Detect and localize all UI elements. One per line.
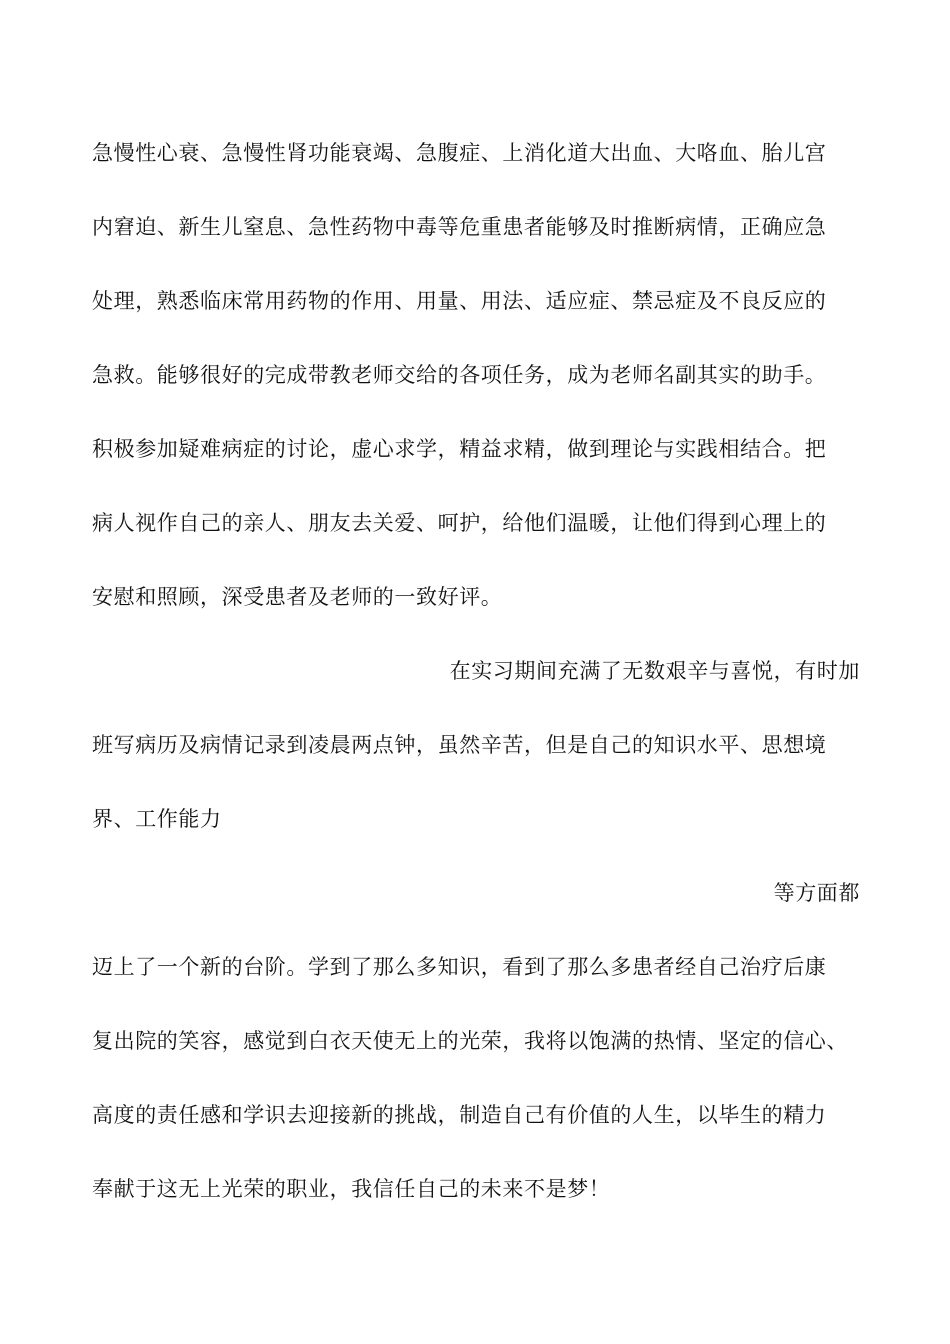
text-line: 急救。能够很好的完成带教老师交给的各项任务，成为老师名副其实的助手。 <box>92 363 827 387</box>
text-line: 积极参加疑难病症的讨论，虚心求学，精益求精，做到理论与实践相结合。把 <box>92 437 827 461</box>
text-line: 急慢性心衰、急慢性肾功能衰竭、急腹症、上消化道大出血、大咯血、胎儿宫 <box>92 141 827 165</box>
text-line: 复出院的笑容，感觉到白衣天使无上的光荣，我将以饱满的热情、坚定的信心、 <box>92 1029 848 1053</box>
text-line: 界、工作能力 <box>92 807 222 831</box>
text-line: 病人视作自己的亲人、朋友去关爱、呵护，给他们温暖，让他们得到心理上的 <box>92 511 827 535</box>
text-line: 处理，熟悉临床常用药物的作用、用量、用法、适应症、禁忌症及不良反应的 <box>92 289 827 313</box>
text-line: 在实习期间充满了无数艰辛与喜悦，有时加 <box>449 659 860 683</box>
text-line: 奉献于这无上光荣的职业，我信任自己的未来不是梦！ <box>92 1177 611 1201</box>
text-line: 高度的责任感和学识去迎接新的挑战，制造自己有价值的人生，以毕生的精力 <box>92 1103 827 1127</box>
text-line: 安慰和照顾，深受患者及老师的一致好评。 <box>92 585 503 609</box>
text-line: 内窘迫、新生儿窒息、急性药物中毒等危重患者能够及时推断病情，正确应急 <box>92 215 827 239</box>
text-line: 迈上了一个新的台阶。学到了那么多知识，看到了那么多患者经自己治疗后康 <box>92 955 827 979</box>
text-line: 班写病历及病情记录到凌晨两点钟，虽然辛苦，但是自己的知识水平、思想境 <box>92 733 827 757</box>
text-line: 等方面都 <box>773 881 860 905</box>
